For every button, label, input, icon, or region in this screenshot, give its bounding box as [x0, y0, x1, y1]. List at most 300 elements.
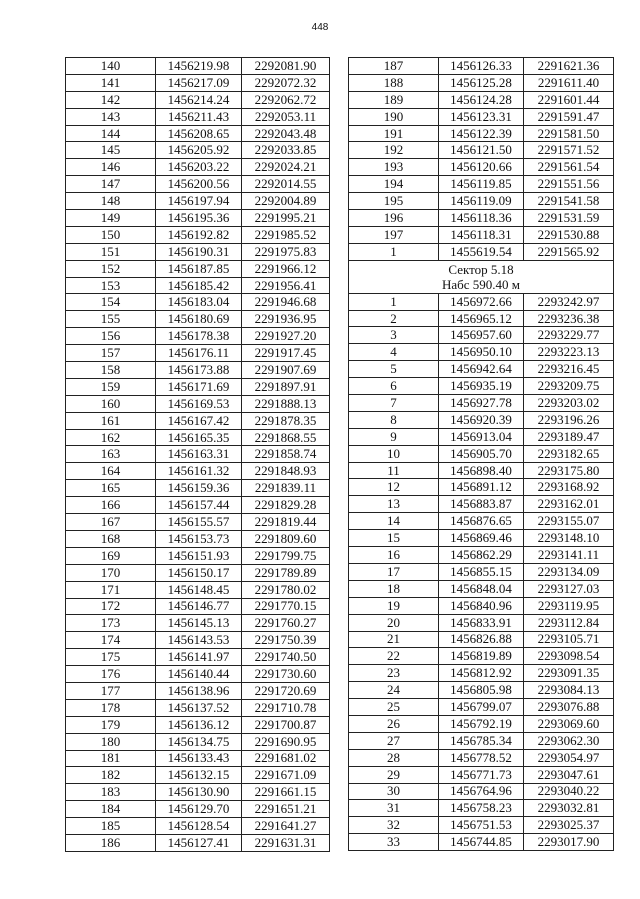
- table-row: [349, 631, 614, 648]
- point-number-cell: 25: [349, 699, 439, 716]
- y-coordinate-cell: 2291888.13: [242, 395, 330, 412]
- y-coordinate-cell: 2291531.59: [524, 210, 614, 227]
- table-row: [66, 395, 330, 412]
- point-number-cell: 13: [349, 496, 439, 513]
- y-coordinate-cell: 2293189.47: [524, 428, 614, 445]
- y-coordinate-cell: 2291956.41: [242, 277, 330, 294]
- y-coordinate-cell: 2291571.52: [524, 142, 614, 159]
- y-coordinate-cell: 2293209.75: [524, 378, 614, 395]
- point-number-cell: 161: [66, 412, 156, 429]
- point-number-cell: 153: [66, 277, 156, 294]
- point-number-cell: 166: [66, 497, 156, 514]
- point-number-cell: 3: [349, 327, 439, 344]
- x-coordinate-cell: 1456123.31: [439, 108, 524, 125]
- point-number-cell: 26: [349, 715, 439, 732]
- y-coordinate-cell: 2291551.56: [524, 176, 614, 193]
- x-coordinate-cell: 1456163.31: [156, 446, 242, 463]
- y-coordinate-cell: 2291936.95: [242, 311, 330, 328]
- table-row: [66, 598, 330, 615]
- x-coordinate-cell: 1456957.60: [439, 327, 524, 344]
- x-coordinate-cell: 1456200.56: [156, 176, 242, 193]
- y-coordinate-cell: 2293084.13: [524, 682, 614, 699]
- table-row: [349, 496, 614, 513]
- table-row: [349, 210, 614, 227]
- table-row: [349, 783, 614, 800]
- x-coordinate-cell: 1456862.29: [439, 547, 524, 564]
- y-coordinate-cell: 2293119.95: [524, 597, 614, 614]
- y-coordinate-cell: 2292004.89: [242, 193, 330, 210]
- y-coordinate-cell: 2291848.93: [242, 463, 330, 480]
- point-number-cell: 141: [66, 74, 156, 91]
- table-row: [66, 666, 330, 683]
- x-coordinate-cell: 1456792.19: [439, 715, 524, 732]
- table-row: [66, 480, 330, 497]
- y-coordinate-cell: 2293162.01: [524, 496, 614, 513]
- y-coordinate-cell: 2291839.11: [242, 480, 330, 497]
- point-number-cell: 18: [349, 580, 439, 597]
- x-coordinate-cell: 1456121.50: [439, 142, 524, 159]
- table-row: [349, 108, 614, 125]
- y-coordinate-cell: 2293168.92: [524, 479, 614, 496]
- y-coordinate-cell: 2291897.91: [242, 378, 330, 395]
- x-coordinate-cell: 1456771.73: [439, 766, 524, 783]
- y-coordinate-cell: 2291565.92: [524, 243, 614, 260]
- y-coordinate-cell: 2291858.74: [242, 446, 330, 463]
- point-number-cell: 10: [349, 445, 439, 462]
- point-number-cell: 184: [66, 801, 156, 818]
- table-row: [349, 193, 614, 210]
- y-coordinate-cell: 2293141.11: [524, 547, 614, 564]
- table-row: [66, 210, 330, 227]
- y-coordinate-cell: 2293054.97: [524, 749, 614, 766]
- table-row: [349, 580, 614, 597]
- table-row: [349, 91, 614, 108]
- table-row: [349, 699, 614, 716]
- point-number-cell: 28: [349, 749, 439, 766]
- x-coordinate-cell: 1456153.73: [156, 530, 242, 547]
- table-row: [349, 614, 614, 631]
- table-row: [349, 597, 614, 614]
- table-row: [66, 176, 330, 193]
- point-number-cell: 168: [66, 530, 156, 547]
- x-coordinate-cell: 1456764.96: [439, 783, 524, 800]
- table-row: [66, 429, 330, 446]
- x-coordinate-cell: 1456778.52: [439, 749, 524, 766]
- y-coordinate-cell: 2291995.21: [242, 210, 330, 227]
- point-number-cell: 171: [66, 581, 156, 598]
- y-coordinate-cell: 2291917.45: [242, 345, 330, 362]
- x-coordinate-cell: 1456190.31: [156, 243, 242, 260]
- sector-header-row: [349, 260, 614, 293]
- table-row: [349, 293, 614, 310]
- right-table-body-bottom: [349, 293, 614, 850]
- x-coordinate-cell: 1456125.28: [439, 74, 524, 91]
- y-coordinate-cell: 2291975.83: [242, 243, 330, 260]
- x-coordinate-cell: 1456173.88: [156, 362, 242, 379]
- table-row: [66, 125, 330, 142]
- y-coordinate-cell: 2291966.12: [242, 260, 330, 277]
- table-row: [349, 817, 614, 834]
- table-row: [66, 412, 330, 429]
- point-number-cell: 165: [66, 480, 156, 497]
- x-coordinate-cell: 1456143.53: [156, 632, 242, 649]
- y-coordinate-cell: 2291927.20: [242, 328, 330, 345]
- x-coordinate-cell: 1456145.13: [156, 615, 242, 632]
- x-coordinate-cell: 1456192.82: [156, 226, 242, 243]
- table-row: [66, 108, 330, 125]
- x-coordinate-cell: 1456151.93: [156, 547, 242, 564]
- point-number-cell: 15: [349, 530, 439, 547]
- table-row: [66, 564, 330, 581]
- x-coordinate-cell: 1456812.92: [439, 665, 524, 682]
- x-coordinate-cell: 1456972.66: [439, 293, 524, 310]
- table-row: [66, 446, 330, 463]
- table-row: [349, 176, 614, 193]
- table-row: [66, 632, 330, 649]
- x-coordinate-cell: 1456905.70: [439, 445, 524, 462]
- x-coordinate-cell: 1456942.64: [439, 361, 524, 378]
- table-row: [349, 732, 614, 749]
- y-coordinate-cell: 2293127.03: [524, 580, 614, 597]
- table-row: [66, 716, 330, 733]
- table-row: [349, 226, 614, 243]
- x-coordinate-cell: 1456165.35: [156, 429, 242, 446]
- y-coordinate-cell: 2292043.48: [242, 125, 330, 142]
- table-row: [349, 159, 614, 176]
- table-row: [66, 463, 330, 480]
- point-number-cell: 6: [349, 378, 439, 395]
- point-number-cell: 173: [66, 615, 156, 632]
- table-row: [349, 243, 614, 260]
- table-row: [349, 125, 614, 142]
- point-number-cell: 4: [349, 344, 439, 361]
- point-number-cell: 24: [349, 682, 439, 699]
- point-number-cell: 194: [349, 176, 439, 193]
- point-number-cell: 159: [66, 378, 156, 395]
- table-row: [66, 243, 330, 260]
- y-coordinate-cell: 2293112.84: [524, 614, 614, 631]
- point-number-cell: 5: [349, 361, 439, 378]
- point-number-cell: 29: [349, 766, 439, 783]
- y-coordinate-cell: 2291661.15: [242, 784, 330, 801]
- x-coordinate-cell: 1456197.94: [156, 193, 242, 210]
- y-coordinate-cell: 2293223.13: [524, 344, 614, 361]
- x-coordinate-cell: 1456167.42: [156, 412, 242, 429]
- x-coordinate-cell: 1456195.36: [156, 210, 242, 227]
- y-coordinate-cell: 2292024.21: [242, 159, 330, 176]
- point-number-cell: 157: [66, 345, 156, 362]
- x-coordinate-cell: 1456751.53: [439, 817, 524, 834]
- x-coordinate-cell: 1456148.45: [156, 581, 242, 598]
- y-coordinate-cell: 2292062.72: [242, 91, 330, 108]
- x-coordinate-cell: 1456785.34: [439, 732, 524, 749]
- point-number-cell: 188: [349, 74, 439, 91]
- x-coordinate-cell: 1456819.89: [439, 648, 524, 665]
- sector-header: [349, 260, 614, 293]
- point-number-cell: 183: [66, 784, 156, 801]
- x-coordinate-cell: 1456119.85: [439, 176, 524, 193]
- point-number-cell: 19: [349, 597, 439, 614]
- x-coordinate-cell: 1456171.69: [156, 378, 242, 395]
- table-row: [66, 649, 330, 666]
- point-number-cell: 22: [349, 648, 439, 665]
- y-coordinate-cell: 2292033.85: [242, 142, 330, 159]
- point-number-cell: 16: [349, 547, 439, 564]
- x-coordinate-cell: 1456119.09: [439, 193, 524, 210]
- y-coordinate-cell: 2291591.47: [524, 108, 614, 125]
- point-number-cell: 181: [66, 750, 156, 767]
- table-row: [349, 310, 614, 327]
- y-coordinate-cell: 2291631.31: [242, 834, 330, 851]
- table-row: [349, 665, 614, 682]
- right-coordinates-table: [348, 57, 614, 851]
- table-row: [349, 344, 614, 361]
- point-number-cell: 196: [349, 210, 439, 227]
- table-row: [66, 277, 330, 294]
- table-row: [349, 800, 614, 817]
- left-coordinates-table: [65, 57, 330, 852]
- table-row: [66, 294, 330, 311]
- x-coordinate-cell: 1456178.38: [156, 328, 242, 345]
- y-coordinate-cell: 2293098.54: [524, 648, 614, 665]
- table-row: [66, 682, 330, 699]
- table-row: [349, 530, 614, 547]
- point-number-cell: 1: [349, 293, 439, 310]
- x-coordinate-cell: 1456187.85: [156, 260, 242, 277]
- table-row: [66, 801, 330, 818]
- point-number-cell: 158: [66, 362, 156, 379]
- y-coordinate-cell: 2293105.71: [524, 631, 614, 648]
- point-number-cell: 144: [66, 125, 156, 142]
- table-row: [66, 497, 330, 514]
- table-row: [66, 514, 330, 531]
- point-number-cell: 12: [349, 479, 439, 496]
- table-row: [66, 530, 330, 547]
- y-coordinate-cell: 2293069.60: [524, 715, 614, 732]
- y-coordinate-cell: 2291819.44: [242, 514, 330, 531]
- y-coordinate-cell: 2291710.78: [242, 699, 330, 716]
- y-coordinate-cell: 2293062.30: [524, 732, 614, 749]
- y-coordinate-cell: 2292072.32: [242, 74, 330, 91]
- point-number-cell: 193: [349, 159, 439, 176]
- point-number-cell: 149: [66, 210, 156, 227]
- point-number-cell: 190: [349, 108, 439, 125]
- left-table-body: [66, 58, 330, 852]
- y-coordinate-cell: 2293091.35: [524, 665, 614, 682]
- table-row: [66, 818, 330, 835]
- x-coordinate-cell: 1455619.54: [439, 243, 524, 260]
- point-number-cell: 146: [66, 159, 156, 176]
- x-coordinate-cell: 1456208.65: [156, 125, 242, 142]
- y-coordinate-cell: 2293203.02: [524, 395, 614, 412]
- table-row: [66, 260, 330, 277]
- point-number-cell: 155: [66, 311, 156, 328]
- x-coordinate-cell: 1456140.44: [156, 666, 242, 683]
- y-coordinate-cell: 2291690.95: [242, 733, 330, 750]
- point-number-cell: 142: [66, 91, 156, 108]
- table-row: [349, 513, 614, 530]
- y-coordinate-cell: 2293175.80: [524, 462, 614, 479]
- x-coordinate-cell: 1456927.78: [439, 395, 524, 412]
- y-coordinate-cell: 2293076.88: [524, 699, 614, 716]
- point-number-cell: 197: [349, 226, 439, 243]
- y-coordinate-cell: 2291946.68: [242, 294, 330, 311]
- point-number-cell: 177: [66, 682, 156, 699]
- point-number-cell: 176: [66, 666, 156, 683]
- point-number-cell: 14: [349, 513, 439, 530]
- point-number-cell: 32: [349, 817, 439, 834]
- x-coordinate-cell: 1456913.04: [439, 428, 524, 445]
- point-number-cell: 21: [349, 631, 439, 648]
- x-coordinate-cell: 1456219.98: [156, 58, 242, 75]
- table-row: [349, 445, 614, 462]
- point-number-cell: 164: [66, 463, 156, 480]
- table-row: [349, 715, 614, 732]
- y-coordinate-cell: 2291750.39: [242, 632, 330, 649]
- y-coordinate-cell: 2291621.36: [524, 58, 614, 75]
- x-coordinate-cell: 1456169.53: [156, 395, 242, 412]
- y-coordinate-cell: 2291799.75: [242, 547, 330, 564]
- table-row: [66, 767, 330, 784]
- table-row: [349, 479, 614, 496]
- y-coordinate-cell: 2293155.07: [524, 513, 614, 530]
- point-number-cell: 163: [66, 446, 156, 463]
- x-coordinate-cell: 1456141.97: [156, 649, 242, 666]
- table-row: [66, 581, 330, 598]
- point-number-cell: 178: [66, 699, 156, 716]
- table-row: [349, 834, 614, 851]
- x-coordinate-cell: 1456126.33: [439, 58, 524, 75]
- y-coordinate-cell: 2293182.65: [524, 445, 614, 462]
- x-coordinate-cell: 1456855.15: [439, 563, 524, 580]
- table-row: [349, 648, 614, 665]
- x-coordinate-cell: 1456758.23: [439, 800, 524, 817]
- point-number-cell: 148: [66, 193, 156, 210]
- x-coordinate-cell: 1456161.32: [156, 463, 242, 480]
- y-coordinate-cell: 2291651.21: [242, 801, 330, 818]
- table-row: [66, 750, 330, 767]
- table-row: [349, 411, 614, 428]
- point-number-cell: 172: [66, 598, 156, 615]
- x-coordinate-cell: 1456898.40: [439, 462, 524, 479]
- y-coordinate-cell: 2291681.02: [242, 750, 330, 767]
- x-coordinate-cell: 1456826.88: [439, 631, 524, 648]
- table-row: [66, 699, 330, 716]
- table-row: [349, 142, 614, 159]
- point-number-cell: 143: [66, 108, 156, 125]
- sector-title-cell: [349, 260, 614, 293]
- table-row: [349, 682, 614, 699]
- point-number-cell: 151: [66, 243, 156, 260]
- point-number-cell: 17: [349, 563, 439, 580]
- x-coordinate-cell: 1456137.52: [156, 699, 242, 716]
- x-coordinate-cell: 1456869.46: [439, 530, 524, 547]
- point-number-cell: 2: [349, 310, 439, 327]
- table-row: [66, 91, 330, 108]
- point-number-cell: 170: [66, 564, 156, 581]
- table-row: [66, 345, 330, 362]
- y-coordinate-cell: 2293196.26: [524, 411, 614, 428]
- x-coordinate-cell: 1456833.91: [439, 614, 524, 631]
- y-coordinate-cell: 2291809.60: [242, 530, 330, 547]
- point-number-cell: 162: [66, 429, 156, 446]
- point-number-cell: 150: [66, 226, 156, 243]
- x-coordinate-cell: 1456920.39: [439, 411, 524, 428]
- table-row: [349, 547, 614, 564]
- x-coordinate-cell: 1456120.66: [439, 159, 524, 176]
- point-number-cell: 186: [66, 834, 156, 851]
- point-number-cell: 189: [349, 91, 439, 108]
- point-number-cell: 27: [349, 732, 439, 749]
- table-row: [66, 328, 330, 345]
- point-number-cell: 195: [349, 193, 439, 210]
- x-coordinate-cell: 1456138.96: [156, 682, 242, 699]
- x-coordinate-cell: 1456150.17: [156, 564, 242, 581]
- point-number-cell: 156: [66, 328, 156, 345]
- table-row: [66, 142, 330, 159]
- table-row: [66, 226, 330, 243]
- point-number-cell: 191: [349, 125, 439, 142]
- y-coordinate-cell: 2291671.09: [242, 767, 330, 784]
- x-coordinate-cell: 1456799.07: [439, 699, 524, 716]
- x-coordinate-cell: 1456155.57: [156, 514, 242, 531]
- point-number-cell: 187: [349, 58, 439, 75]
- y-coordinate-cell: 2291561.54: [524, 159, 614, 176]
- y-coordinate-cell: 2291530.88: [524, 226, 614, 243]
- y-coordinate-cell: 2293134.09: [524, 563, 614, 580]
- x-coordinate-cell: 1456883.87: [439, 496, 524, 513]
- x-coordinate-cell: 1456840.96: [439, 597, 524, 614]
- table-row: [349, 74, 614, 91]
- y-coordinate-cell: 2291789.89: [242, 564, 330, 581]
- table-row: [66, 615, 330, 632]
- x-coordinate-cell: 1456136.12: [156, 716, 242, 733]
- x-coordinate-cell: 1456130.90: [156, 784, 242, 801]
- x-coordinate-cell: 1456891.12: [439, 479, 524, 496]
- point-number-cell: 31: [349, 800, 439, 817]
- table-row: [66, 784, 330, 801]
- x-coordinate-cell: 1456157.44: [156, 497, 242, 514]
- x-coordinate-cell: 1456124.28: [439, 91, 524, 108]
- table-row: [66, 193, 330, 210]
- point-number-cell: 192: [349, 142, 439, 159]
- point-number-cell: 179: [66, 716, 156, 733]
- x-coordinate-cell: 1456146.77: [156, 598, 242, 615]
- y-coordinate-cell: 2293032.81: [524, 800, 614, 817]
- y-coordinate-cell: 2291760.27: [242, 615, 330, 632]
- x-coordinate-cell: 1456185.42: [156, 277, 242, 294]
- table-row: [349, 462, 614, 479]
- x-coordinate-cell: 1456950.10: [439, 344, 524, 361]
- y-coordinate-cell: 2291700.87: [242, 716, 330, 733]
- point-number-cell: 160: [66, 395, 156, 412]
- y-coordinate-cell: 2293242.97: [524, 293, 614, 310]
- point-number-cell: 145: [66, 142, 156, 159]
- table-row: [349, 428, 614, 445]
- table-row: [349, 766, 614, 783]
- x-coordinate-cell: 1456744.85: [439, 834, 524, 851]
- x-coordinate-cell: 1456118.36: [439, 210, 524, 227]
- point-number-cell: 11: [349, 462, 439, 479]
- y-coordinate-cell: 2293148.10: [524, 530, 614, 547]
- x-coordinate-cell: 1456214.24: [156, 91, 242, 108]
- point-number-cell: 8: [349, 411, 439, 428]
- y-coordinate-cell: 2291829.28: [242, 497, 330, 514]
- y-coordinate-cell: 2291780.02: [242, 581, 330, 598]
- x-coordinate-cell: 1456203.22: [156, 159, 242, 176]
- point-number-cell: 180: [66, 733, 156, 750]
- sector-subtitle: Набс 590.40 м: [441, 276, 521, 292]
